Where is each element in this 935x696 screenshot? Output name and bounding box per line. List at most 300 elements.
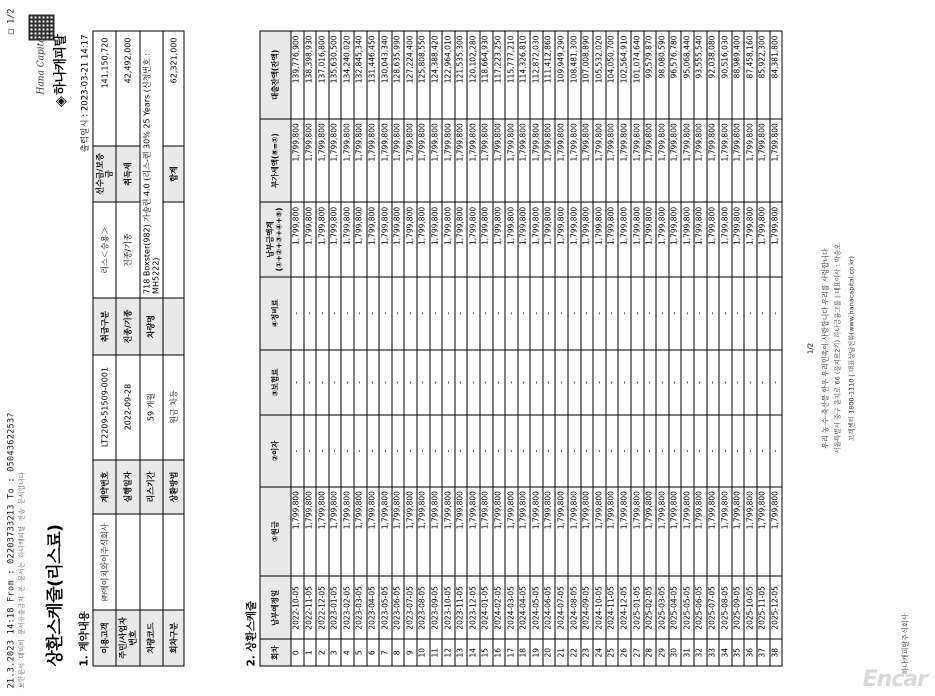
- cell-amount: -: [404, 276, 417, 349]
- cell-amount: 1,799,800: [341, 118, 354, 202]
- cell-amount: 109,949,290: [555, 31, 568, 119]
- table-row: [139, 31, 162, 666]
- cell-amount: -: [580, 349, 593, 414]
- cell-amount: 1,799,800: [530, 202, 543, 276]
- cell-duedate: 2023-12-05: [467, 576, 480, 639]
- cell-amount: 1,799,800: [303, 202, 316, 276]
- footer-address: 서울특별시 중구 을지로 66 (을지로2가) 하나금융그룹 | 대표이사 : 박승오: [833, 243, 841, 453]
- cell-amount: 1,799,800: [580, 486, 593, 576]
- cell-amount: 1,799,800: [568, 118, 581, 202]
- cell-amount: 84,381,800: [769, 31, 782, 119]
- cell-amount: 1,799,800: [316, 486, 329, 576]
- cell-amount: 1,799,800: [643, 202, 656, 276]
- cell-no: 9: [404, 639, 417, 666]
- cell-amount: 1,799,800: [756, 202, 769, 276]
- output-datetime: [78, 34, 90, 152]
- cell-amount: -: [530, 349, 543, 414]
- cell-amount: -: [744, 415, 757, 486]
- cell-amount: -: [668, 415, 681, 486]
- cell-amount: 93,555,540: [694, 31, 707, 119]
- cell-amount: -: [316, 415, 329, 486]
- cell-amount: 112,872,030: [530, 31, 543, 119]
- cell-amount: -: [706, 349, 719, 414]
- fax-header-line: 21.3.2023 14:18 From : 02203733213 To : 0504362253?: [6, 411, 16, 688]
- cell-amount: -: [517, 349, 530, 414]
- table-row: [706, 31, 719, 666]
- table-row: [291, 31, 304, 666]
- cell-amount: 1,799,800: [719, 118, 732, 202]
- cell-amount: -: [681, 276, 694, 349]
- cell-value: LT2209-51509-0001: [93, 354, 116, 459]
- cell-no: 24: [593, 639, 606, 666]
- cell-no: 31: [681, 639, 694, 666]
- cell-amount: 1,799,800: [379, 118, 392, 202]
- cell-amount: 1,799,800: [328, 202, 341, 276]
- cell-amount: -: [756, 276, 769, 349]
- cell-label: 이용고객: [93, 609, 116, 665]
- cell-amount: 1,799,800: [341, 202, 354, 276]
- cell-amount: 132,845,340: [353, 31, 366, 119]
- cell-duedate: 2023-09-05: [429, 576, 442, 639]
- cell-no: 15: [479, 639, 492, 666]
- cell-amount: 1,799,800: [542, 118, 555, 202]
- cell-amount: 1,799,800: [517, 202, 530, 276]
- cell-amount: 1,799,800: [442, 486, 455, 576]
- cell-amount: -: [379, 349, 392, 414]
- cell-amount: -: [542, 349, 555, 414]
- cell-amount: 1,799,800: [631, 202, 644, 276]
- cell-amount: -: [492, 415, 505, 486]
- cell-value: ㈜에이치와이주식회사: [93, 514, 116, 609]
- cell-amount: 128,635,990: [391, 31, 404, 119]
- col-header-insurance: ③보험료: [260, 349, 291, 414]
- cell-amount: 138,398,930: [303, 31, 316, 119]
- cell-amount: 95,068,440: [681, 31, 694, 119]
- cell-duedate: 2025-08-05: [719, 576, 732, 639]
- cell-label: 실행일자: [116, 459, 139, 514]
- cell-amount: 1,799,800: [744, 486, 757, 576]
- cell-amount: -: [694, 276, 707, 349]
- cell-amount: -: [580, 276, 593, 349]
- page-number: 1/2: [806, 342, 814, 354]
- cell-amount: 1,799,800: [479, 486, 492, 576]
- cell-amount: 1,799,800: [353, 118, 366, 202]
- cell-amount: 1,799,800: [744, 202, 757, 276]
- table-row: [366, 31, 379, 666]
- cell-duedate: 2025-05-05: [681, 576, 694, 639]
- table-row: [605, 31, 618, 666]
- cell-amount: 1,799,800: [555, 202, 568, 276]
- cell-amount: 1,799,800: [391, 486, 404, 576]
- cell-duedate: 2025-11-05: [756, 576, 769, 639]
- section-heading-contract: 1. 계약내용: [78, 610, 90, 666]
- cell-label: 선수금/보증금: [93, 145, 116, 201]
- cell-amount: -: [568, 415, 581, 486]
- cell-amount: -: [429, 276, 442, 349]
- cell-amount: 134,240,020: [341, 31, 354, 119]
- cell-value: 리스＜승용＞: [93, 202, 116, 298]
- table-row: [656, 31, 669, 666]
- col-header-principal: ①원금: [260, 486, 291, 576]
- table-row: [328, 31, 341, 666]
- cell-amount: -: [492, 276, 505, 349]
- cell-amount: 1,799,800: [542, 202, 555, 276]
- cell-amount: 1,799,800: [744, 118, 757, 202]
- cell-amount: -: [593, 415, 606, 486]
- cell-amount: 1,799,800: [316, 118, 329, 202]
- cell-amount: -: [454, 349, 467, 414]
- cell-no: 5: [353, 639, 366, 666]
- table-row: [731, 31, 744, 666]
- cell-amount: 122,964,010: [442, 31, 455, 119]
- cell-amount: -: [555, 415, 568, 486]
- cell-amount: 1,799,800: [706, 486, 719, 576]
- cell-label: 회차구분: [163, 609, 184, 665]
- cell-duedate: 2024-07-05: [555, 576, 568, 639]
- col-header-balance: 대출잔액(잔액): [260, 31, 291, 119]
- cell-amount: -: [769, 415, 782, 486]
- cell-amount: 104,050,700: [605, 31, 618, 119]
- table-row: [429, 31, 442, 666]
- cell-amount: 1,799,800: [416, 486, 429, 576]
- table-row: [530, 31, 543, 666]
- cell-amount: 1,799,800: [429, 202, 442, 276]
- footer-company: 하나캐피탈주식회사: [901, 613, 909, 674]
- cell-no: 36: [744, 639, 757, 666]
- cell-amount: 108,481,300: [568, 31, 581, 119]
- cell-no: 19: [530, 639, 543, 666]
- cell-amount: -: [328, 349, 341, 414]
- cell-amount: -: [618, 276, 631, 349]
- table-row: [116, 31, 139, 666]
- cell-duedate: 2025-07-05: [706, 576, 719, 639]
- cell-amount: -: [429, 415, 442, 486]
- cell-duedate: 2025-03-05: [656, 576, 669, 639]
- table-row: [744, 31, 757, 666]
- cell-no: 34: [719, 639, 732, 666]
- hana-logo-icon: ◈: [52, 95, 69, 107]
- cell-amount: -: [404, 349, 417, 414]
- cell-amount: -: [379, 415, 392, 486]
- cell-amount: -: [568, 349, 581, 414]
- cell-no: 3: [328, 639, 341, 666]
- table-row: [568, 31, 581, 666]
- table-row: [694, 31, 707, 666]
- cell-amount: -: [366, 276, 379, 349]
- cell-amount: -: [706, 415, 719, 486]
- cell-amount: -: [429, 349, 442, 414]
- cell-amount: 1,799,800: [492, 202, 505, 276]
- table-row: [555, 31, 568, 666]
- cell-label: 계약번호: [93, 459, 116, 514]
- cell-duedate: 2023-03-05: [353, 576, 366, 639]
- cell-amount: 1,799,800: [643, 118, 656, 202]
- cell-amount: 1,799,800: [568, 486, 581, 576]
- cell-no: 35: [731, 639, 744, 666]
- cell-amount: 105,532,020: [593, 31, 606, 119]
- cell-amount: 1,799,800: [769, 202, 782, 276]
- cell-amount: -: [756, 349, 769, 414]
- cell-amount: 1,799,800: [769, 118, 782, 202]
- cell-value: [163, 514, 184, 609]
- cell-amount: -: [479, 415, 492, 486]
- cell-no: 26: [618, 639, 631, 666]
- cell-amount: 1,799,800: [731, 486, 744, 576]
- cell-no: 33: [706, 639, 719, 666]
- table-row: [391, 31, 404, 666]
- cell-duedate: 2023-02-05: [341, 576, 354, 639]
- cell-amount: 1,799,800: [719, 202, 732, 276]
- cell-label: 상환방법: [163, 459, 184, 514]
- cell-amount: -: [291, 415, 304, 486]
- cell-amount: 1,799,800: [530, 486, 543, 576]
- cell-duedate: 2023-04-05: [366, 576, 379, 639]
- cell-duedate: 2023-08-05: [416, 576, 429, 639]
- cell-amount: 1,799,800: [719, 486, 732, 576]
- cell-duedate: 2024-01-05: [479, 576, 492, 639]
- cell-amount: -: [568, 276, 581, 349]
- cell-amount: 131,446,450: [366, 31, 379, 119]
- cell-amount: -: [706, 276, 719, 349]
- cell-amount: 1,799,800: [442, 202, 455, 276]
- cell-label: 리스기간: [139, 459, 162, 514]
- cell-amount: 1,799,800: [454, 486, 467, 576]
- cell-no: 21: [555, 639, 568, 666]
- cell-amount: 1,799,800: [429, 118, 442, 202]
- cell-no: 30: [668, 639, 681, 666]
- table-row: [416, 31, 429, 666]
- table-row: [593, 31, 606, 666]
- cell-duedate: 2024-10-05: [593, 576, 606, 639]
- cell-amount: 1,799,800: [580, 118, 593, 202]
- cell-amount: 1,799,800: [379, 202, 392, 276]
- cell-duedate: 2025-06-05: [694, 576, 707, 639]
- cell-amount: -: [416, 276, 429, 349]
- cell-amount: 1,799,800: [769, 486, 782, 576]
- cell-amount: -: [769, 349, 782, 414]
- cell-amount: 125,808,550: [416, 31, 429, 119]
- brand-logo: [49, 34, 68, 106]
- cell-amount: -: [731, 415, 744, 486]
- cell-amount: 137,016,800: [316, 31, 329, 119]
- cell-amount: -: [479, 276, 492, 349]
- cell-amount: -: [681, 349, 694, 414]
- cell-amount: 1,799,800: [706, 118, 719, 202]
- cell-no: 27: [631, 639, 644, 666]
- cell-amount: -: [442, 349, 455, 414]
- cell-amount: 1,799,800: [731, 118, 744, 202]
- cell-amount: -: [404, 415, 417, 486]
- cell-amount: 1,799,800: [429, 486, 442, 576]
- cell-amount: 135,630,500: [328, 31, 341, 119]
- cell-amount: 1,799,800: [391, 118, 404, 202]
- cell-duedate: 2024-08-05: [568, 576, 581, 639]
- col-header-no: 회차: [260, 639, 291, 666]
- cell-no: 29: [656, 639, 669, 666]
- cell-amount: 85,922,300: [756, 31, 769, 119]
- cell-value: [139, 514, 162, 609]
- cell-amount: 1,799,800: [379, 486, 392, 576]
- cell-amount: 98,080,590: [656, 31, 669, 119]
- cell-amount: -: [505, 415, 518, 486]
- cell-amount: -: [643, 415, 656, 486]
- cell-duedate: 2025-01-05: [631, 576, 644, 639]
- cell-duedate: 2022-10-05: [291, 576, 304, 639]
- cell-no: 7: [379, 639, 392, 666]
- table-header-row: [260, 31, 291, 666]
- cell-amount: -: [744, 349, 757, 414]
- cell-amount: 1,799,800: [706, 202, 719, 276]
- cell-amount: 1,799,800: [505, 202, 518, 276]
- cell-amount: -: [656, 349, 669, 414]
- table-row: [404, 31, 417, 666]
- cell-amount: -: [656, 415, 669, 486]
- cell-amount: -: [731, 349, 744, 414]
- cell-amount: -: [618, 415, 631, 486]
- table-row: [303, 31, 316, 666]
- cell-amount: -: [391, 349, 404, 414]
- cell-amount: 1,799,800: [656, 202, 669, 276]
- cell-amount: -: [668, 276, 681, 349]
- cell-duedate: 2023-07-05: [404, 576, 417, 639]
- cell-amount: 1,799,800: [416, 202, 429, 276]
- cell-amount: -: [505, 276, 518, 349]
- cell-no: 17: [505, 639, 518, 666]
- cell-amount: 1,799,800: [505, 486, 518, 576]
- cell-amount: 1,799,800: [366, 118, 379, 202]
- cell-amount: 107,008,890: [580, 31, 593, 119]
- table-row: [316, 31, 329, 666]
- cell-amount: 1,799,800: [756, 118, 769, 202]
- table-row: [479, 31, 492, 666]
- cell-duedate: 2025-10-05: [744, 576, 757, 639]
- cell-amount: -: [316, 349, 329, 414]
- cell-amount: -: [341, 276, 354, 349]
- cell-amount: 1,799,800: [618, 202, 631, 276]
- table-row: [517, 31, 530, 666]
- cell-amount: 1,799,800: [618, 118, 631, 202]
- cell-amount: -: [467, 276, 480, 349]
- cell-amount: 1,799,800: [404, 202, 417, 276]
- cell-amount: 114,326,810: [517, 31, 530, 119]
- cell-amount: 1,799,800: [517, 486, 530, 576]
- cell-amount: 90,516,030: [719, 31, 732, 119]
- table-row: [467, 31, 480, 666]
- cell-amount: 1,799,800: [593, 486, 606, 576]
- cell-label: 취급구분: [93, 298, 116, 354]
- cell-amount: -: [328, 276, 341, 349]
- table-row: [442, 31, 455, 666]
- cell-duedate: 2024-09-05: [580, 576, 593, 639]
- cell-no: 22: [568, 639, 581, 666]
- cell-amount: 118,664,930: [479, 31, 492, 119]
- cell-amount: 1,799,800: [492, 118, 505, 202]
- cell-amount: 1,799,800: [517, 118, 530, 202]
- cell-amount: 115,777,210: [505, 31, 518, 119]
- cell-amount: -: [366, 415, 379, 486]
- cell-amount: 1,799,800: [605, 486, 618, 576]
- cell-amount: -: [580, 415, 593, 486]
- cell-amount: 96,576,780: [668, 31, 681, 119]
- table-row: [163, 31, 184, 666]
- cell-no: 10: [416, 639, 429, 666]
- cell-amount: -: [769, 276, 782, 349]
- cell-duedate: 2023-05-05: [379, 576, 392, 639]
- table-row: [681, 31, 694, 666]
- cell-amount: -: [303, 349, 316, 414]
- cell-amount: -: [328, 415, 341, 486]
- cell-duedate: 2025-02-05: [643, 576, 656, 639]
- cell-amount: 1,799,800: [668, 202, 681, 276]
- cell-amount: 92,038,080: [706, 31, 719, 119]
- cell-amount: 120,102,280: [467, 31, 480, 119]
- cell-amount: 1,799,800: [291, 118, 304, 202]
- table-row: [618, 31, 631, 666]
- cell-amount: 139,776,900: [291, 31, 304, 119]
- cell-amount: -: [631, 415, 644, 486]
- cell-value: 59 개월: [139, 354, 162, 459]
- cell-amount: -: [530, 276, 543, 349]
- col-header-vat: 부가세액(⑧=①): [260, 118, 291, 202]
- cell-amount: 1,799,800: [694, 202, 707, 276]
- cell-duedate: 2025-04-05: [668, 576, 681, 639]
- cell-amount: 1,799,800: [681, 486, 694, 576]
- cell-amount: -: [391, 415, 404, 486]
- cell-amount: 87,458,160: [744, 31, 757, 119]
- cell-amount: -: [291, 276, 304, 349]
- cell-no: 2: [316, 639, 329, 666]
- cell-amount: 1,799,800: [668, 486, 681, 576]
- cell-amount: 1,799,800: [568, 202, 581, 276]
- cell-amount: -: [454, 415, 467, 486]
- cell-no: 28: [643, 639, 656, 666]
- cell-amount: -: [341, 415, 354, 486]
- cell-amount: 1,799,800: [291, 202, 304, 276]
- cell-amount: -: [303, 415, 316, 486]
- cell-amount: 1,799,800: [492, 486, 505, 576]
- cell-value: 2022-09-28: [116, 354, 139, 459]
- cell-duedate: 2024-12-05: [618, 576, 631, 639]
- table-row: [643, 31, 656, 666]
- cell-label: 취득세: [116, 145, 139, 201]
- cell-amount: -: [719, 415, 732, 486]
- cell-amount: 1,799,800: [505, 118, 518, 202]
- cell-no: 0: [291, 639, 304, 666]
- col-header-maintenance: ④정비료: [260, 276, 291, 349]
- cell-amount: 88,989,400: [731, 31, 744, 119]
- cell-amount: 1,799,800: [580, 202, 593, 276]
- table-row: [93, 31, 116, 666]
- cell-amount: 1,799,800: [303, 118, 316, 202]
- cell-amount: 1,799,800: [467, 202, 480, 276]
- cell-amount: -: [555, 276, 568, 349]
- cell-amount: 1,799,800: [341, 486, 354, 576]
- cell-no: 38: [769, 639, 782, 666]
- cell-amount: -: [416, 415, 429, 486]
- cell-amount: -: [719, 276, 732, 349]
- cell-duedate: 2023-10-05: [442, 576, 455, 639]
- cell-no: 32: [694, 639, 707, 666]
- cell-amount: -: [316, 276, 329, 349]
- cell-amount: 1,799,800: [442, 118, 455, 202]
- brand-block: [36, 34, 68, 106]
- cell-amount: 130,043,340: [379, 31, 392, 119]
- cell-label: [163, 298, 184, 354]
- cell-amount: 1,799,800: [404, 118, 417, 202]
- cell-amount: 1,799,800: [555, 486, 568, 576]
- cell-amount: 1,799,800: [366, 486, 379, 576]
- cell-amount: -: [542, 276, 555, 349]
